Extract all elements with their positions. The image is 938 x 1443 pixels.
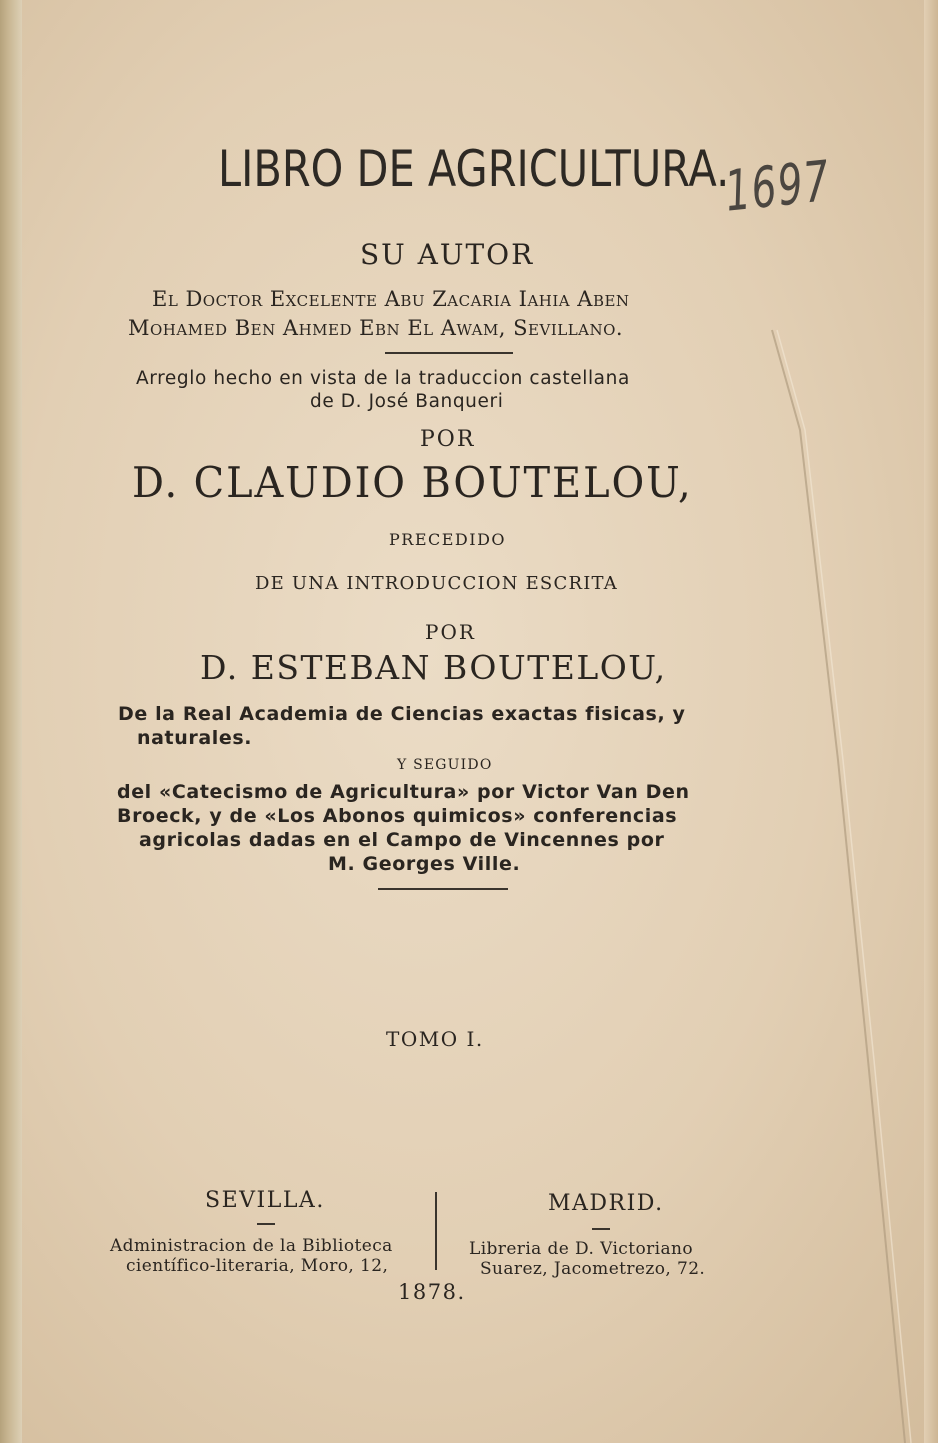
imprint-right-line-1: Libreria de D. Victoriano xyxy=(469,1239,693,1259)
author-claudio-boutelou: D. CLAUDIO BOUTELOU, xyxy=(132,458,693,507)
precedido-label: PRECEDIDO xyxy=(389,530,507,549)
imprint-city-madrid: MADRID. xyxy=(548,1191,664,1216)
catecismo-line-3: agricolas dadas en el Campo de Vincennes por xyxy=(139,829,665,851)
author-line-1: El Doctor Excelente Abu Zacaria Iahia Aben xyxy=(152,287,630,311)
imprint-dash-left xyxy=(257,1223,275,1225)
arreglo-line-1: Arreglo hecho en vista de la traduccion castellana xyxy=(136,368,630,389)
imprint-left-line-1: Administracion de la Biblioteca xyxy=(110,1236,393,1256)
catecismo-line-1: del «Catecismo de Agricultura» por Victor Van Den xyxy=(117,781,690,803)
catecismo-line-4: M. Georges Ville. xyxy=(328,853,521,875)
su-autor-heading: SU AUTOR xyxy=(360,238,535,271)
por-label: POR xyxy=(420,427,476,452)
publication-year: 1878. xyxy=(398,1280,466,1304)
y-seguido-label: Y SEGUIDO xyxy=(397,757,493,773)
volume-label: TOMO I. xyxy=(386,1027,484,1051)
divider-rule-2 xyxy=(378,888,508,890)
divider-rule xyxy=(385,352,513,354)
imprint-city-sevilla: SEVILLA. xyxy=(205,1188,325,1213)
author-line-2: Mohamed Ben Ahmed Ebn El Awam, Sevillano. xyxy=(128,316,624,340)
introduccion-line: DE UNA INTRODUCCION ESCRITA xyxy=(255,573,618,594)
imprint-dash-right xyxy=(592,1228,610,1230)
imprint-right-line-2: Suarez, Jacometrezo, 72. xyxy=(480,1259,706,1279)
imprint-left-line-2: científico-literaria, Moro, 12, xyxy=(126,1256,389,1276)
academia-line-1: De la Real Academia de Ciencias exactas fisicas, y xyxy=(118,703,686,725)
por-label-2: POR xyxy=(425,620,476,644)
catecismo-line-2: Broeck, y de «Los Abonos quimicos» conferencias xyxy=(117,805,678,827)
imprint-vertical-divider xyxy=(435,1192,437,1270)
arreglo-line-2: de D. José Banqueri xyxy=(310,391,504,412)
handwritten-catalog-number: 1697 xyxy=(722,148,834,225)
academia-line-2: naturales. xyxy=(137,727,253,749)
author-esteban-boutelou: D. ESTEBAN BOUTELOU, xyxy=(200,648,667,687)
book-title: LIBRO DE AGRICULTURA. xyxy=(218,140,730,198)
